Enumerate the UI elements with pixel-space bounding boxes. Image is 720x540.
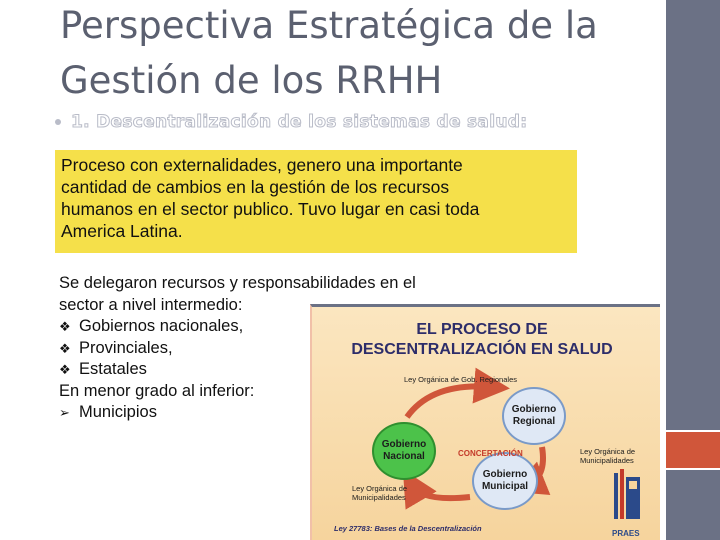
subheading-row	[55, 112, 527, 132]
diamond-bullet-icon: ❖	[59, 340, 71, 356]
list-item: ❖ Gobiernos nacionales,	[59, 316, 459, 338]
side-band-accent	[666, 432, 720, 468]
diagram-top-label: Ley Orgánica de Gob. Regionales	[404, 375, 517, 384]
diamond-bullet-icon: ❖	[59, 362, 71, 377]
gobierno-municipal-circle: Gobierno Municipal	[472, 452, 538, 510]
list-item: ❖ Estatales	[59, 359, 459, 381]
diagram-right-label-1: Ley Orgánica de	[580, 447, 636, 456]
side-band-lower	[666, 470, 720, 540]
list-item: ➢ Municipios	[59, 402, 459, 424]
highlight-line: humanos en el sector publico. Tuvo lugar en casi toda	[61, 199, 480, 219]
body-line: sector a nivel intermedio:	[59, 295, 243, 314]
highlight-box	[55, 150, 577, 253]
diagram-title-line-2: DESCENTRALIZACIÓN EN SALUD	[351, 341, 613, 358]
highlight-line: Proceso con externalidades, genero una importante	[61, 155, 463, 175]
diagram-left-label-1: Ley Orgánica de	[352, 484, 408, 493]
concertacion-label: CONCERTACIÓN	[458, 449, 523, 458]
list-item: ❖ Provinciales,	[59, 338, 459, 360]
title-line-1: Perspectiva Estratégica de la	[60, 4, 598, 47]
title-line-2: Gestión de los RRHH	[60, 59, 443, 102]
diagram-left-label-2: Municipalidades	[352, 493, 406, 502]
descentralization-diagram	[310, 304, 660, 540]
slide-title	[60, 0, 660, 108]
gobierno-nacional-circle: Gobierno Nacional	[372, 422, 436, 480]
diagram-right-label-2: Municipalidades	[580, 456, 634, 465]
highlight-line: cantidad de cambios en la gestión de los recursos	[61, 177, 450, 197]
logo-label: PRAES	[612, 529, 640, 538]
side-band	[666, 0, 720, 430]
diagram-footer: Ley 27783: Bases de la Descentralización	[334, 524, 482, 533]
body-line: En menor grado al inferior:	[59, 381, 255, 400]
arrow-bullet-icon: ➢	[59, 405, 70, 420]
highlight-line: America Latina.	[61, 221, 183, 241]
bullet-dot-icon	[55, 119, 61, 125]
gobierno-regional-circle: Gobierno Regional	[502, 387, 566, 445]
body-line: Se delegaron recursos y responsabilidades en el	[59, 274, 416, 292]
diagram-title-line-1: EL PROCESO DE	[416, 321, 548, 338]
praes-logo-icon	[610, 467, 644, 527]
subheading: 1. Descentralización de los sistemas de salud:	[71, 112, 528, 132]
diamond-bullet-icon: ❖	[59, 319, 71, 334]
